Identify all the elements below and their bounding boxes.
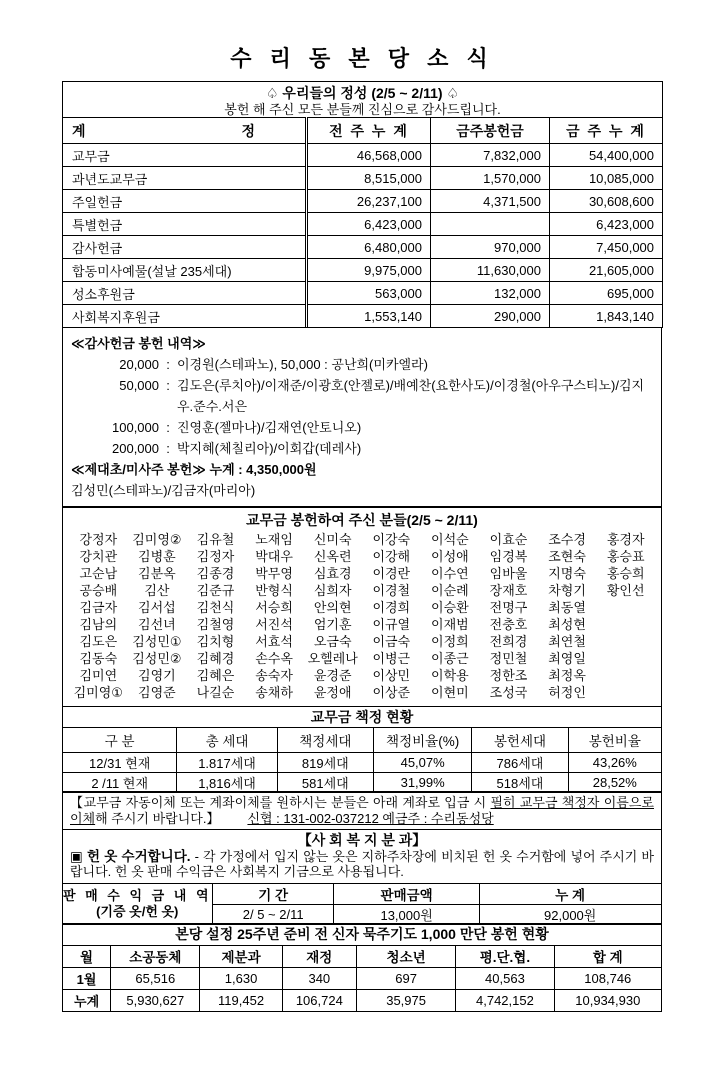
- week-total: 1,843,140: [550, 305, 663, 328]
- donor: 김정자: [196, 549, 235, 564]
- donor-row: [69, 633, 655, 650]
- col-header-cumulative: 누 계: [479, 883, 661, 904]
- thanksgiving-line: [71, 438, 653, 459]
- donor: 최연철: [548, 634, 586, 649]
- week-amount: 4,371,500: [431, 190, 550, 213]
- altar-offering-title: ≪제대초/미사주 봉헌≫ 누계 : 4,350,000원: [71, 461, 317, 477]
- donor: 공승배: [79, 583, 118, 598]
- separator: :: [166, 440, 170, 456]
- thanksgiving-detail-section: [62, 327, 662, 508]
- donor: 김도은: [79, 634, 118, 649]
- offering-title: ♤ 우리들의 정성 (2/5 ~ 2/11) ♤: [265, 85, 460, 101]
- col-header-youth: 청소년: [356, 945, 455, 967]
- donor: 김금자: [79, 600, 118, 615]
- donor: 강치관: [79, 549, 118, 564]
- donor-names: 김도은(루치아)/이재준/이광호(안젤로)/배예찬(요한사도)/이경철(아우구스티노)/김지우.준수.서은: [177, 377, 645, 414]
- donor: 김선녀: [138, 617, 176, 632]
- category: 2 /11 현재: [63, 772, 177, 792]
- account-name: 합동미사예물(설날 235세대): [63, 259, 307, 282]
- notice-text: 【교무금 자동이체 또는 계좌이체를 원하시는 분들은 아래 계좌로 입금 시: [70, 795, 491, 810]
- week-total: 10,085,000: [550, 167, 663, 190]
- donor-row: [69, 650, 655, 667]
- col-header-week-total: 금 주 누 계: [550, 118, 663, 144]
- donor: 김혜은: [196, 668, 235, 683]
- donor-row: [69, 684, 655, 701]
- prev-total: 1,553,140: [307, 305, 431, 328]
- week-total: 30,608,600: [550, 190, 663, 213]
- donor: 김치형: [196, 634, 235, 649]
- offering-row: [63, 167, 663, 190]
- month: 누계: [63, 989, 111, 1011]
- rosary-title: 본당 설정 25주년 준비 전 신자 묵주기도 1,000 만단 봉헌 현황: [63, 923, 662, 945]
- donor-row: [69, 616, 655, 633]
- rosary-row: [63, 989, 662, 1011]
- clothes-collection-notice: [63, 849, 661, 880]
- donor-row: [69, 667, 655, 684]
- offering-header-row: [63, 118, 663, 144]
- donor: 조현숙: [548, 549, 586, 564]
- social-welfare-section: [62, 829, 662, 925]
- donor: 손수옥: [255, 651, 293, 666]
- donor: 김서섭: [138, 600, 176, 615]
- donor: [596, 684, 655, 701]
- account-name: 사회복지후원금: [63, 305, 307, 328]
- week-total: 695,000: [550, 282, 663, 305]
- donor: 조수경: [548, 532, 586, 547]
- donor: 이순례: [431, 583, 469, 598]
- sales-rowhead-line2: (기증 옷/헌 옷): [96, 903, 179, 919]
- donor: 나길순: [196, 685, 235, 700]
- donor: 차형기: [548, 583, 586, 598]
- donor-names: 박지혜(체칠리아)/이회갑(데레사): [177, 440, 362, 456]
- donor: 임바울: [489, 566, 528, 581]
- total-households: 1.817세대: [177, 752, 277, 772]
- donor: 김성민①: [132, 634, 182, 649]
- offered-ratio: 43,26%: [568, 752, 661, 772]
- donor: 전희경: [489, 634, 528, 649]
- donor: 윤경준: [313, 668, 352, 683]
- donor: 김병훈: [138, 549, 176, 564]
- donor: 홍경자: [606, 532, 645, 547]
- donor: 이경희: [372, 600, 411, 615]
- account-name: 교무금: [63, 144, 307, 167]
- bulletin-body: [62, 81, 662, 1012]
- week-total: 6,423,000: [550, 213, 663, 236]
- separator: :: [166, 419, 170, 435]
- sales-rowhead: [62, 883, 213, 924]
- donor: 김성민②: [132, 651, 182, 666]
- prev-total: 563,000: [307, 282, 431, 305]
- donor: 윤정애: [313, 685, 352, 700]
- assessment-title-row: [63, 706, 662, 727]
- col-header-month: 월: [63, 945, 111, 967]
- week-amount: 290,000: [431, 305, 550, 328]
- account-name: 주일헌금: [63, 190, 307, 213]
- thanksgiving-line: [71, 417, 653, 438]
- donor: 이강해: [372, 549, 411, 564]
- donor: [596, 633, 655, 650]
- col-header-account: 계 정: [63, 118, 307, 144]
- donor: 오금숙: [313, 634, 352, 649]
- col-header-offered-households: 봉헌세대: [472, 727, 568, 752]
- donor: 심희자: [313, 583, 352, 598]
- donor: 전명구: [489, 600, 528, 615]
- donor: 김미영①: [73, 685, 123, 700]
- donor: 이수연: [431, 566, 469, 581]
- sales-amount: 13,000원: [334, 904, 479, 924]
- donor: 신옥련: [313, 549, 352, 564]
- donor: 김동숙: [79, 651, 118, 666]
- week-amount: 132,000: [431, 282, 550, 305]
- offered-households: 518세대: [472, 772, 568, 792]
- bank-account-info: 신협 : 131-002-037212 예금주 : 수리동성당: [247, 810, 494, 826]
- donor: 오헬레나: [307, 651, 358, 666]
- prev-total: 8,515,000: [307, 167, 431, 190]
- donor: 이병근: [372, 651, 411, 666]
- donor: 이상민: [372, 668, 411, 683]
- bank-transfer-notice: [62, 791, 662, 830]
- donor: 홍승희: [606, 566, 645, 581]
- cumulative: 92,000원: [479, 904, 661, 924]
- donor: 서승희: [255, 600, 293, 615]
- donor: 이석순: [431, 532, 469, 547]
- donor: 고순남: [79, 566, 118, 581]
- offering-row: [63, 282, 663, 305]
- donor: 이현미: [431, 685, 469, 700]
- sales-rowhead-line1: 판 매 수 익 금 내 역: [62, 887, 212, 903]
- donor: 반형식: [255, 583, 293, 598]
- donor: 송숙자: [255, 668, 293, 683]
- donor: 박대우: [255, 549, 293, 564]
- col-header-lay-org: 평.단.협.: [456, 945, 554, 967]
- donor: 이강숙: [372, 532, 411, 547]
- donor: 이효순: [489, 532, 528, 547]
- total: 10,934,930: [554, 989, 661, 1011]
- small-community: 65,516: [111, 967, 200, 989]
- account-name: 특별헌금: [63, 213, 307, 236]
- week-total: 7,450,000: [550, 236, 663, 259]
- offered-households: 786세대: [472, 752, 568, 772]
- donor: 김미연: [79, 668, 118, 683]
- donor: 김남의: [79, 617, 118, 632]
- donor: 이재범: [431, 617, 469, 632]
- donor: 이성애: [431, 549, 469, 564]
- donor: 김유철: [196, 532, 235, 547]
- donor: 김산: [144, 583, 170, 598]
- donor: 임경복: [489, 549, 528, 564]
- assessed-ratio: 45,07%: [373, 752, 471, 772]
- rosary-row: [63, 967, 662, 989]
- assessed-ratio: 31,99%: [373, 772, 471, 792]
- col-header-offered-ratio: 봉헌비율: [568, 727, 661, 752]
- donors-title: 교무금 봉헌하여 주신 분들(2/5 ~ 2/11): [246, 512, 478, 528]
- donor: 송채하: [255, 685, 293, 700]
- donor: 홍승표: [606, 549, 645, 564]
- period: 2/ 5 ~ 2/11: [213, 904, 334, 924]
- total: 108,746: [554, 967, 661, 989]
- sales-header-row: [62, 883, 661, 904]
- donor: 김영기: [138, 668, 176, 683]
- assessment-header-row: [63, 727, 662, 752]
- donor-names: 진영훈(젤마나)/김재연(안토니오): [177, 419, 362, 435]
- donor: 이정희: [431, 634, 469, 649]
- week-amount: 11,630,000: [431, 259, 550, 282]
- col-header-week-amount: 금주봉헌금: [431, 118, 550, 144]
- donor: 노재임: [255, 532, 293, 547]
- assessed-households: 819세대: [277, 752, 373, 772]
- donor: 김철영: [196, 617, 235, 632]
- rosary-header-row: [63, 945, 662, 967]
- altar-offering-names: 김성민(스테파노)/김금자(마리아): [71, 482, 256, 498]
- donor: 서진석: [255, 617, 293, 632]
- prev-total: 6,423,000: [307, 213, 431, 236]
- week-total: 21,605,000: [550, 259, 663, 282]
- social-welfare-title: 【사 회 복 지 분 과】: [297, 831, 427, 848]
- col-header-assessed-households: 책정세대: [277, 727, 373, 752]
- amount: 200,000: [112, 440, 159, 456]
- donor: 이규열: [372, 617, 411, 632]
- col-header-assessed-ratio: 책정비율(%): [373, 727, 471, 752]
- notice-lead: ▣ 헌 옷 수거합니다.: [70, 848, 191, 864]
- prev-total: 46,568,000: [307, 144, 431, 167]
- donor: 허정인: [548, 685, 586, 700]
- category: 12/31 현재: [63, 752, 177, 772]
- amount: 20,000: [119, 356, 159, 372]
- donor: 박무영: [255, 566, 293, 581]
- small-community: 5,930,627: [111, 989, 200, 1011]
- donor-row: [69, 582, 655, 599]
- donor: 최영일: [548, 651, 586, 666]
- donor: 김준규: [196, 583, 235, 598]
- assessment-title: 교무금 책정 현황: [63, 706, 662, 727]
- offering-subtitle: 봉헌 해 주신 모든 분들께 진심으로 감사드립니다.: [224, 102, 501, 117]
- donor: 이금숙: [372, 634, 411, 649]
- col-header-period: 기 간: [213, 883, 334, 904]
- committees: 1,630: [200, 967, 282, 989]
- offering-row: [63, 305, 663, 328]
- col-header-sales-amount: 판매금액: [334, 883, 479, 904]
- donor: 김영준: [138, 685, 176, 700]
- donor: 조성국: [489, 685, 528, 700]
- rosary-offering-table: [62, 923, 662, 1012]
- week-total: 54,400,000: [550, 144, 663, 167]
- offering-row: [63, 236, 663, 259]
- donor: 정민철: [489, 651, 528, 666]
- youth: 35,975: [356, 989, 455, 1011]
- donor: [596, 650, 655, 667]
- prev-total: 26,237,100: [307, 190, 431, 213]
- amount: 50,000: [119, 377, 159, 393]
- donor-row: [69, 548, 655, 565]
- notice-text: 해 주시기 바랍니다.】: [95, 810, 220, 826]
- col-header-committees: 제분과: [200, 945, 282, 967]
- assessed-households: 581세대: [277, 772, 373, 792]
- lay-org: 4,742,152: [456, 989, 554, 1011]
- committees: 119,452: [200, 989, 282, 1011]
- donor: 지명숙: [548, 566, 586, 581]
- donor-row: [69, 565, 655, 582]
- donor: 신미숙: [313, 532, 352, 547]
- donor: 장재호: [489, 583, 528, 598]
- donor: 황인선: [606, 583, 645, 598]
- week-amount: [431, 213, 550, 236]
- donor: 엄기훈: [313, 617, 352, 632]
- col-header-category: 구 분: [63, 727, 177, 752]
- col-header-total: 합 계: [554, 945, 661, 967]
- donor: 김종경: [196, 566, 235, 581]
- offering-row: [63, 213, 663, 236]
- rosary-title-row: [63, 923, 662, 945]
- notice-underlined-text: 필히 교무금 책정자 이름으로 이체: [70, 795, 654, 826]
- offering-row: [63, 259, 663, 282]
- donor: 김분옥: [138, 566, 176, 581]
- week-amount: 7,832,000: [431, 144, 550, 167]
- amount: 100,000: [112, 419, 159, 435]
- donor-row: [69, 531, 655, 548]
- donor: 이승환: [431, 600, 469, 615]
- donor: [596, 616, 655, 633]
- donor: 최성현: [548, 617, 586, 632]
- donor: 이경란: [372, 566, 411, 581]
- donor: 이상준: [372, 685, 411, 700]
- donor: 강정자: [79, 532, 118, 547]
- donor-names: 이경원(스테파노), 50,000 : 공난희(미카엘라): [177, 356, 428, 372]
- month: 1월: [63, 967, 111, 989]
- thanksgiving-line: [71, 354, 653, 375]
- donor: 최동열: [548, 600, 586, 615]
- donor: [596, 599, 655, 616]
- donor: 정한조: [489, 668, 528, 683]
- separator: :: [166, 356, 170, 372]
- week-amount: 1,570,000: [431, 167, 550, 190]
- account-name: 과년도교무금: [63, 167, 307, 190]
- donor: 이학용: [431, 668, 469, 683]
- kyomugeum-donors-section: [62, 506, 662, 707]
- donor: 안의현: [313, 600, 352, 615]
- thanksgiving-detail-title: ≪감사헌금 봉헌 내역≫: [71, 335, 206, 351]
- sales-revenue-table: [62, 883, 662, 925]
- col-header-finance: 재정: [282, 945, 356, 967]
- offering-row: [63, 144, 663, 167]
- offering-row: [63, 190, 663, 213]
- donor: [596, 667, 655, 684]
- donor: 김혜경: [196, 651, 235, 666]
- assessment-row: [63, 772, 662, 792]
- donor: 김천식: [196, 600, 235, 615]
- donor: 최정옥: [548, 668, 586, 683]
- donor: 심효경: [313, 566, 352, 581]
- week-amount: 970,000: [431, 236, 550, 259]
- offered-ratio: 28,52%: [568, 772, 661, 792]
- account-name: 감사헌금: [63, 236, 307, 259]
- finance: 106,724: [282, 989, 356, 1011]
- lay-org: 40,563: [456, 967, 554, 989]
- page-title: 수 리 동 본 당 소 식: [230, 46, 494, 71]
- prev-total: 6,480,000: [307, 236, 431, 259]
- donor-row: [69, 599, 655, 616]
- thanksgiving-line: [71, 375, 653, 417]
- separator: :: [166, 377, 170, 393]
- col-header-prev-total: 전 주 누 계: [307, 118, 431, 144]
- account-name: 성소후원금: [63, 282, 307, 305]
- prev-total: 9,975,000: [307, 259, 431, 282]
- offering-table: [62, 81, 663, 328]
- total-households: 1,816세대: [177, 772, 277, 792]
- donor: 서효석: [255, 634, 293, 649]
- col-header-total-households: 총 세대: [177, 727, 277, 752]
- assessment-row: [63, 752, 662, 772]
- col-header-small-community: 소공동체: [111, 945, 200, 967]
- finance: 340: [282, 967, 356, 989]
- donor: 이경철: [372, 583, 411, 598]
- assessment-table: [62, 706, 662, 793]
- youth: 697: [356, 967, 455, 989]
- donor: 김미영②: [132, 532, 182, 547]
- donor: 전충호: [489, 617, 528, 632]
- notice-body: - 각 가정에서 입지 않는 옷은 지하주차장에 비치된 헌 옷 수거함에 넣어 주시기 바랍니다. 헌 옷 판매 수익금은 사회복지 기금으로 사용됩니다.: [70, 848, 654, 879]
- offering-caption-row: [63, 82, 663, 118]
- donor: 이종근: [431, 651, 469, 666]
